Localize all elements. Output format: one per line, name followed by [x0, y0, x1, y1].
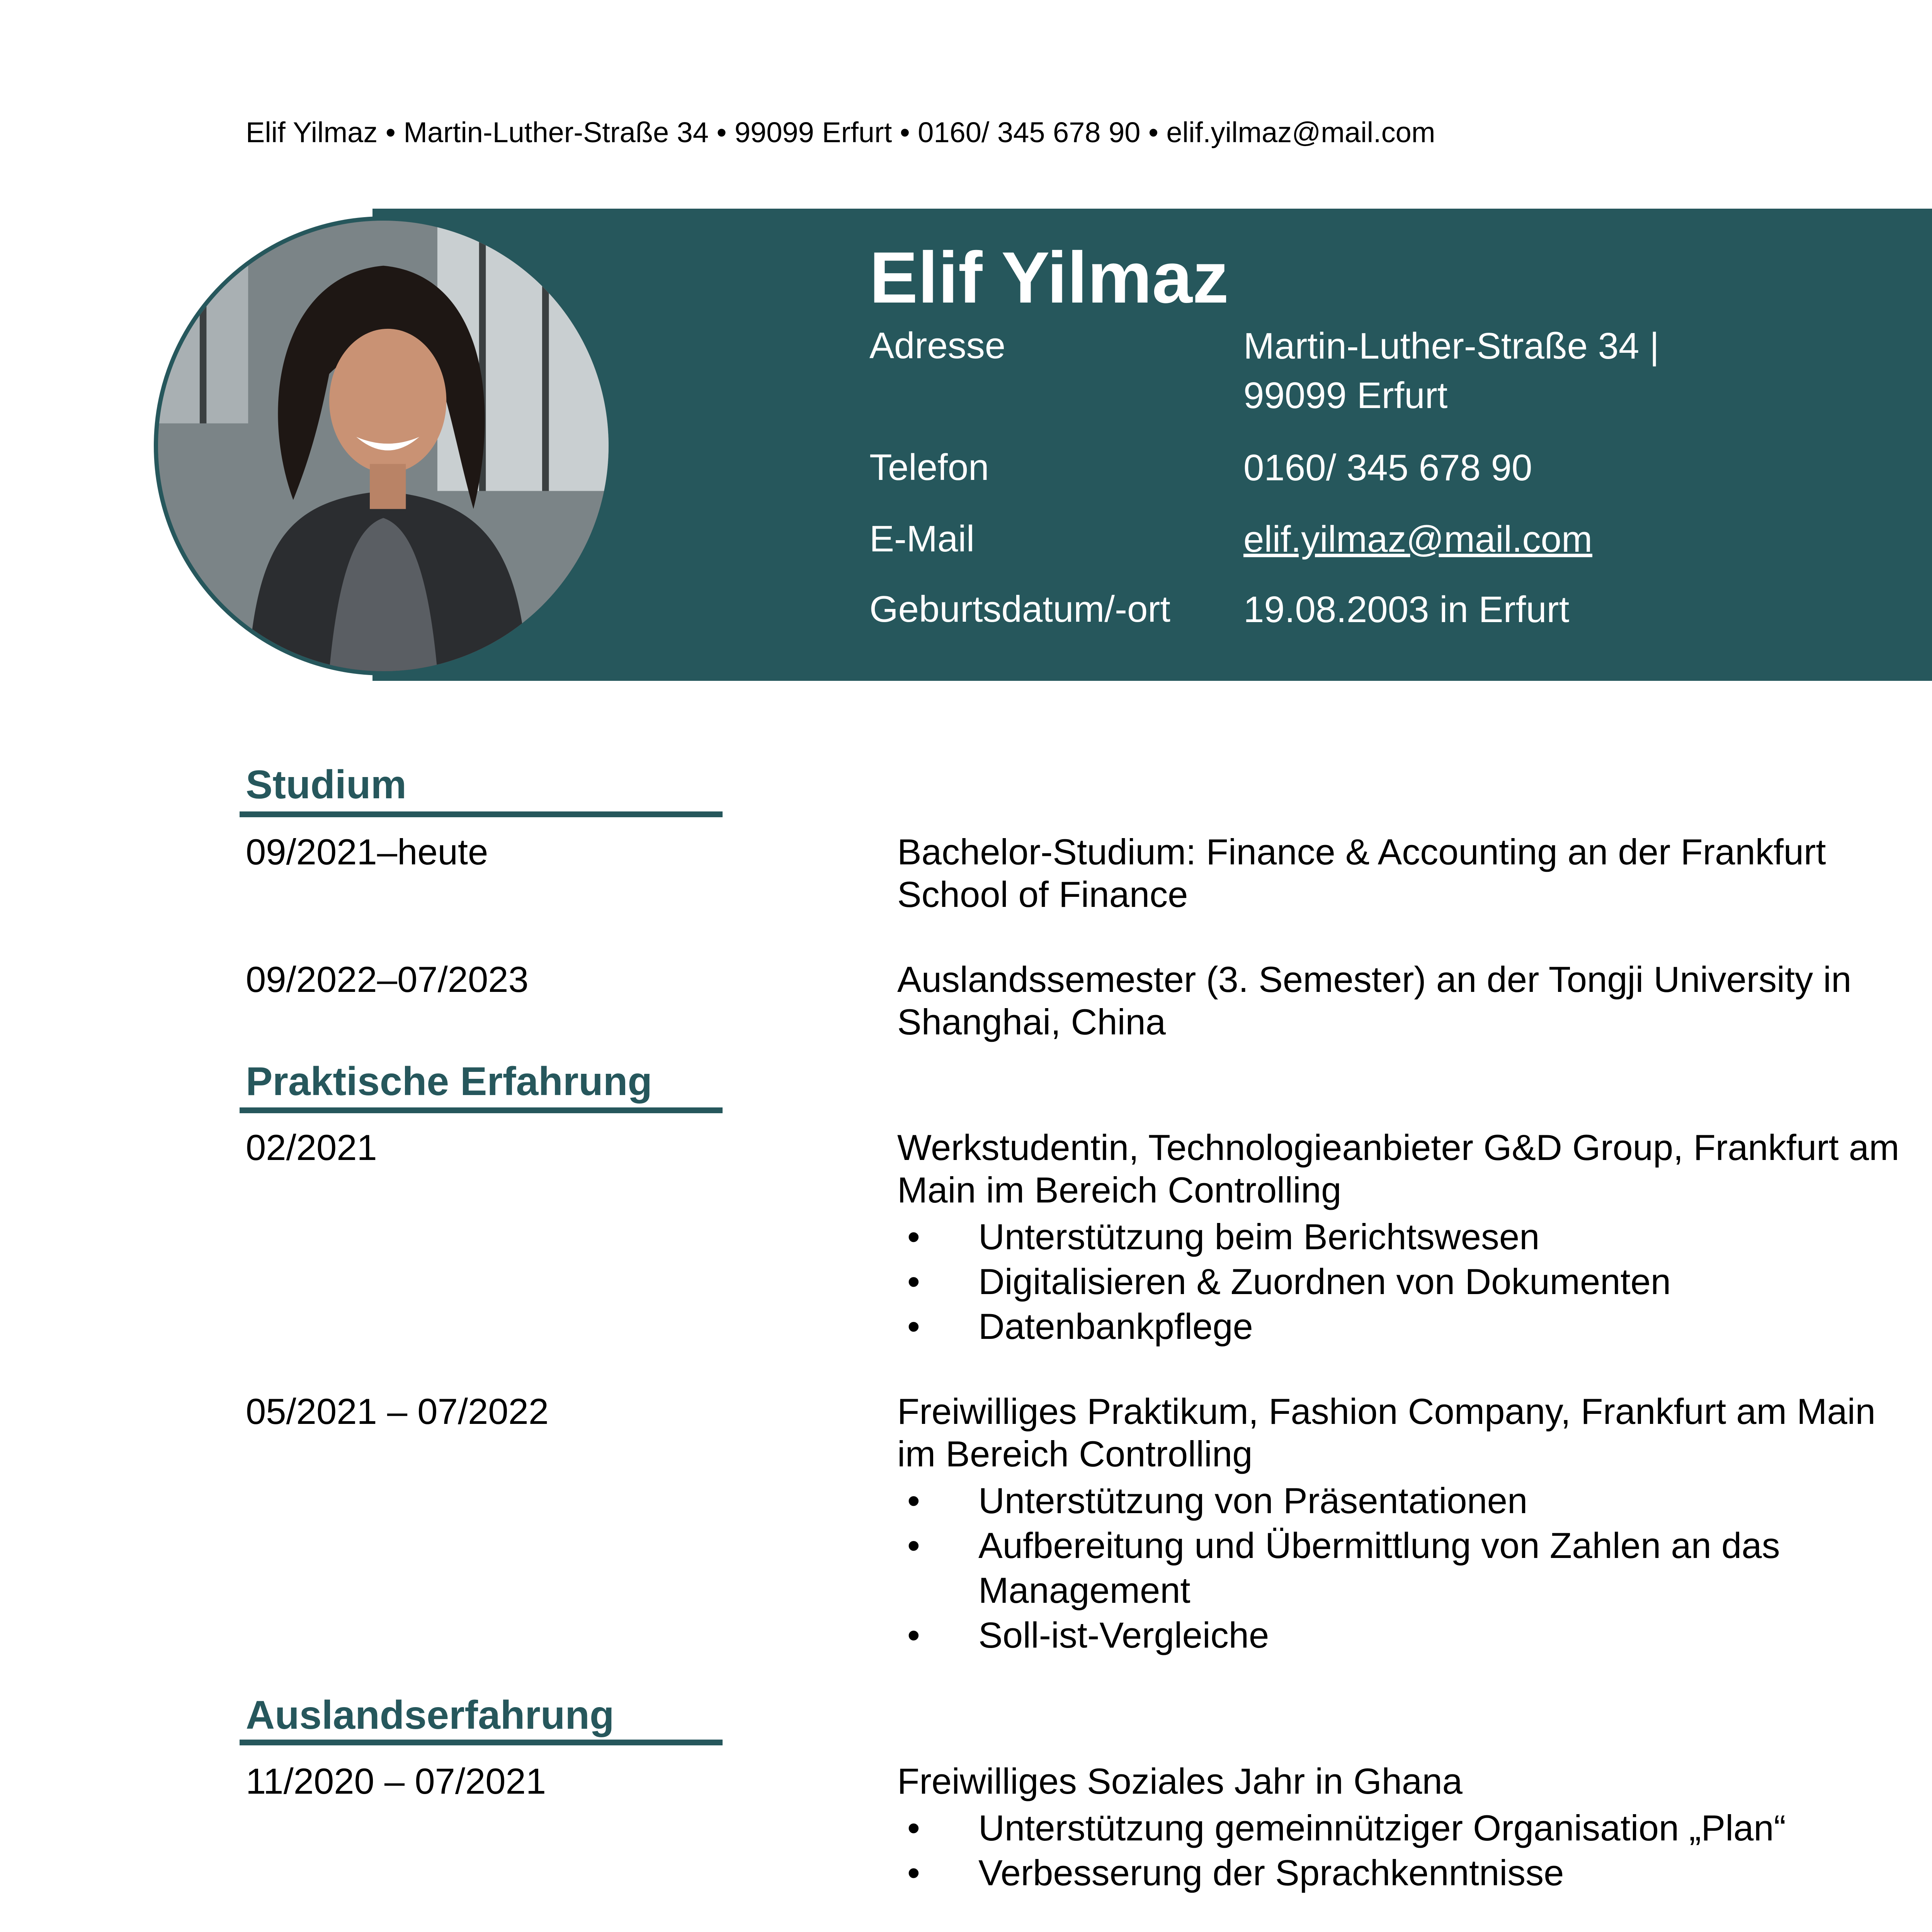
entry-text: Freiwilliges Soziales Jahr in Ghana: [897, 1761, 1463, 1801]
section-title-praxis: Praktische Erfahrung: [246, 1059, 652, 1104]
header-name: Elif Yilmaz: [869, 237, 1229, 318]
phone-value: 0160/ 345 678 90: [1243, 447, 1532, 488]
entry-description: [897, 1760, 1910, 1895]
email-label: E-Mail: [869, 518, 975, 560]
entry-description: [897, 1126, 1910, 1349]
address-label: Adresse: [869, 325, 1006, 366]
address-value: [1243, 321, 1659, 420]
bullet-item: • Verbesserung der Sprachkenntnisse: [897, 1850, 1910, 1895]
email-link[interactable]: elif.yilmaz@mail.com: [1243, 519, 1592, 560]
entry-text: Freiwilliges Praktikum, Fashion Company, Frankfurt am Main im Bereich Controlling: [897, 1391, 1876, 1474]
phone-label: Telefon: [869, 447, 989, 488]
entry-text: Werkstudentin, Technologieanbieter G&D Group, Frankfurt am Main im Bereich Controlling: [897, 1127, 1900, 1210]
bullet-item: • Digitalisieren & Zuordnen von Dokumenten: [897, 1259, 1910, 1304]
section-rule: [240, 1107, 723, 1113]
entry-description: [897, 958, 1910, 1043]
section-rule: [240, 1740, 723, 1745]
profile-photo: [154, 216, 613, 675]
bullet-item: • Soll-ist-Vergleiche: [897, 1613, 1910, 1658]
entry-date: 09/2022–07/2023: [246, 959, 529, 1000]
entry-description: [897, 831, 1910, 916]
bullet-item: • Unterstützung von Präsentationen: [897, 1478, 1910, 1523]
section-title-studium: Studium: [246, 762, 406, 807]
profile-photo-illustration: [158, 221, 609, 671]
bullet-item: • Datenbankpflege: [897, 1304, 1910, 1349]
address-line2: 99099 Erfurt: [1243, 375, 1448, 416]
birth-value: 19.08.2003 in Erfurt: [1243, 589, 1570, 630]
entry-date: 11/2020 – 07/2021: [246, 1761, 546, 1801]
entry-date: 05/2021 – 07/2022: [246, 1391, 549, 1432]
bullet-item: • Aufbereitung und Übermittlung von Zahlen an das Management: [897, 1523, 1910, 1613]
address-line1: Martin-Luther-Straße 34 |: [1243, 325, 1660, 367]
bullet-item: • Unterstützung gemeinnütziger Organisation „Plan“: [897, 1806, 1910, 1850]
birth-label: Geburtsdatum/-ort: [869, 588, 1170, 630]
entry-date: 02/2021: [246, 1127, 377, 1168]
entry-description: [897, 1390, 1910, 1658]
entry-text: Auslandssemester (3. Semester) an der Tongji University in Shanghai, China: [897, 959, 1852, 1042]
bullet-list: [897, 1806, 1910, 1895]
bullet-item: • Unterstützung beim Berichtswesen: [897, 1214, 1910, 1259]
section-title-ausland: Auslandserfahrung: [246, 1693, 614, 1738]
bullet-list: [897, 1214, 1910, 1349]
section-rule: [240, 811, 723, 817]
contact-topline: Elif Yilmaz • Martin-Luther-Straße 34 • 99099 Erfurt • 0160/ 345 678 90 • elif.yilmaz@mail.com: [246, 116, 1435, 148]
bullet-list: [897, 1478, 1910, 1658]
entry-text: Bachelor-Studium: Finance & Accounting an der Frankfurt School of Finance: [897, 832, 1826, 915]
entry-date: 09/2021–heute: [246, 832, 488, 872]
